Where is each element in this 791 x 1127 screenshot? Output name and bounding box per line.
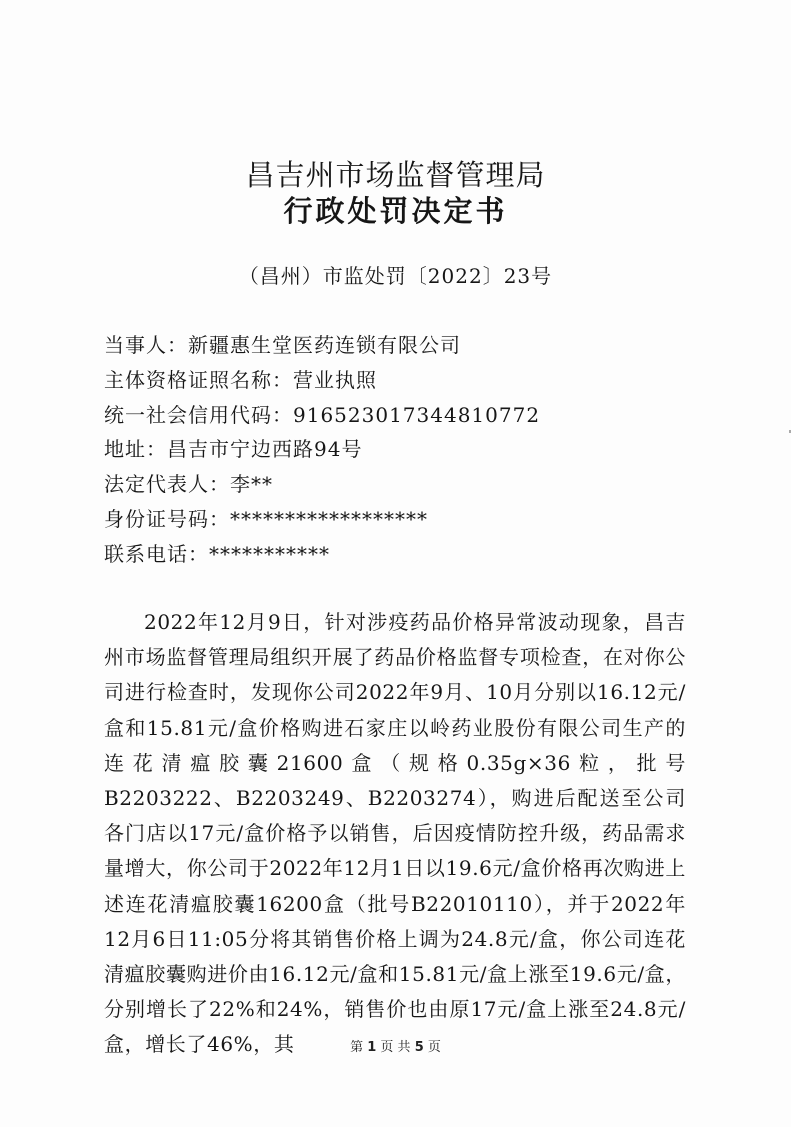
field-label: 身份证号码：: [104, 506, 230, 531]
field-label: 地址：: [104, 437, 167, 462]
address-field: [104, 434, 724, 469]
party-name-field: [104, 330, 724, 365]
legal-representative-field: [104, 469, 724, 504]
field-label: 统一社会信用代码：: [104, 402, 293, 427]
field-label: 联系电话：: [104, 541, 209, 566]
field-label: 主体资格证照名称：: [104, 367, 293, 392]
field-value: ***********: [209, 541, 330, 566]
page-footer: [0, 1039, 791, 1057]
id-number-field: [104, 504, 724, 539]
party-info-section: [104, 330, 724, 574]
credit-code-field: [104, 400, 724, 435]
field-label: 法定代表人：: [104, 472, 230, 497]
document-number: （昌州）市监处罚〔2022〕23号: [238, 264, 553, 288]
total-page-number: 5: [414, 1040, 424, 1055]
field-value: 916523017344810772: [293, 402, 541, 427]
field-value: ******************: [230, 506, 428, 531]
license-name-field: [104, 365, 724, 400]
footer-middle: 页 共: [380, 1040, 411, 1055]
field-value: 营业执照: [293, 367, 377, 392]
field-value: 昌吉市宁边西路94号: [167, 437, 363, 462]
field-value: 李**: [230, 472, 273, 497]
field-value: 新疆惠生堂医药连锁有限公司: [188, 333, 461, 357]
field-label: 当事人：: [104, 333, 188, 357]
footer-prefix: 第: [350, 1040, 364, 1055]
decision-body: [104, 605, 686, 1063]
phone-field: [104, 539, 724, 574]
agency-title: 昌吉州市场监督管理局: [245, 158, 546, 192]
current-page-number: 1: [367, 1040, 377, 1055]
document-type-title: 行政处罚决定书: [283, 194, 508, 228]
body-paragraph: 2022年12月9日，针对涉疫药品价格异常波动现象，昌吉州市场监督管理局组织开展了药品价格监督专项检查，在对你公司进行检查时，发现你公司2022年9月、10月分别以16.12元/盒和15.81元/盒价格购进石家庄以岭药业股份有限公司生产的连花清瘟胶囊21600盒（规格0.35g×36粒，批号B2203222、B2203249、B2203274），购进后配送至公司各门店以17元/盒价格予以销售，后因疫情防控升级，药品需求量增大，你公司于2022年12月1日以19.6元/盒价格再次购进上述连花清瘟胶囊16200盒（批号B22010110），并于2022年12月6日11:05分将其销售价格上调为24.8元/盒，你公司连花清瘟胶囊购进价由16.12元/盒和15.81元/盒上涨至19.6元/盒，分别增长了22%和24%，销售价也由原17元/盒上涨至24.8元/盒，增长了46%，其: [104, 610, 686, 1057]
footer-suffix: 页: [427, 1040, 441, 1055]
